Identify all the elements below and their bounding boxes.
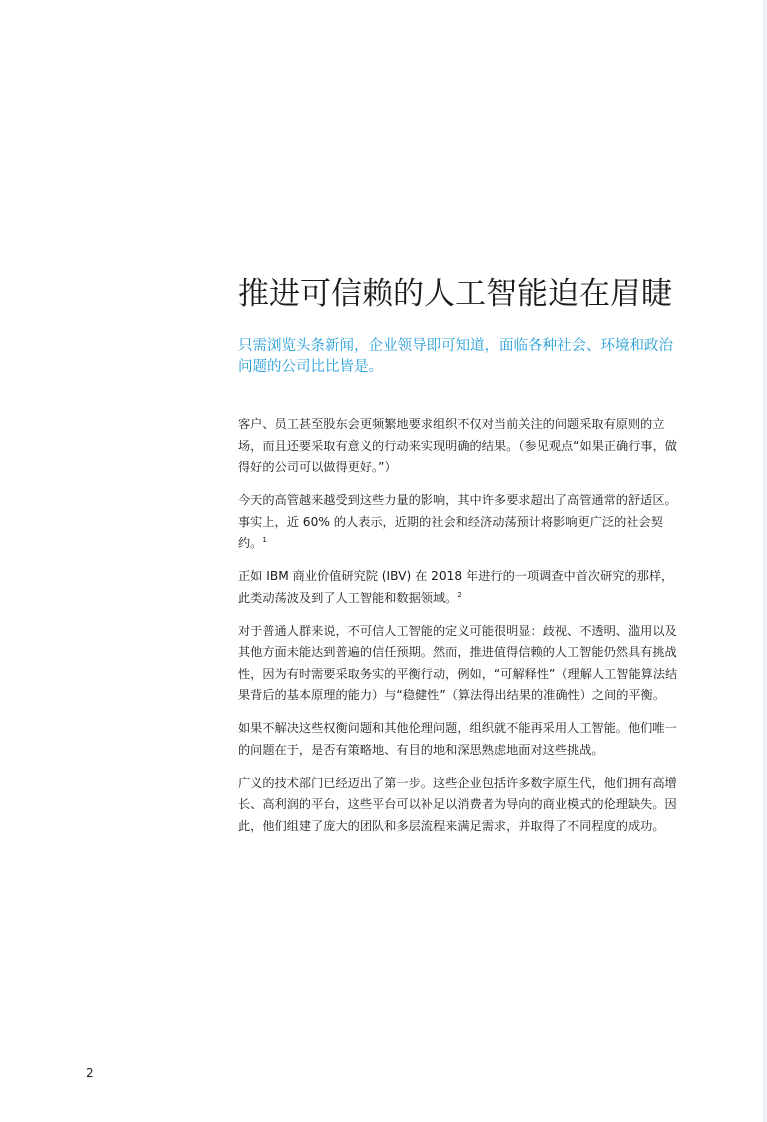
footnote-ref-2[interactable]: 2	[457, 590, 462, 599]
paragraph-3	[238, 566, 678, 609]
paragraph-2-text: 今天的高管越来越受到这些力量的影响，其中许多要求超出了高管通常的舒适区。事实上，近 60% 的人表示，近期的社会和经济动荡预计将影响更广泛的社会契约。	[238, 493, 677, 550]
paragraph-3-text: 正如 IBM 商业价值研究院 (IBV) 在 2018 年进行的一项调查中首次研究的那样，此类动荡波及到了人工智能和数据领域。	[238, 569, 674, 605]
page-title: 推进可信赖的人工智能迫在眉睫	[238, 276, 672, 312]
paragraph-4	[238, 621, 678, 707]
page-subtitle: 只需浏览头条新闻，企业领导即可知道，面临各种社会、环境和政治问题的公司比比皆是。	[238, 338, 673, 375]
paragraph-4-text: 对于普通人群来说，不可信人工智能的定义可能很明显：歧视、不透明、滥用以及其他方面未能达到普遍的信任预期。然而，推进值得信赖的人工智能仍然具有挑战性，因为有时需要采取务实的平衡行动，例如，“可解释性”（理解人工智能算法结果背后的基本原理的能力）与“稳健性”（算法得出结果的准确性）之间的平衡。	[238, 623, 678, 702]
paragraph-5-text: 如果不解决这些权衡问题和其他伦理问题，组织就不能再采用人工智能。他们唯一的问题在于，是否有策略地、有目的地和深思熟虑地面对这些挑战。	[238, 721, 677, 757]
paragraph-1-text: 客户、员工甚至股东会更频繁地要求组织不仅对当前关注的问题采取有原则的立场，而且还要采取有意义的行动来实现明确的结果。（参见观点“如果正确行事，做得好的公司可以做得更好。”）	[238, 417, 677, 474]
paragraph-5	[238, 718, 678, 761]
footnote-ref-1[interactable]: 1	[262, 535, 267, 544]
page-number: 2	[86, 1066, 94, 1080]
page-edge-strip	[763, 0, 767, 1122]
paragraph-6-text: 广义的技术部门已经迈出了第一步。这些企业包括许多数字原生代，他们拥有高增长、高利润的平台，这些平台可以补足以消费者为导向的商业模式的伦理缺失。因此，他们组建了庞大的团队和多层流程来满足需求，并取得了不同程度的成功。	[238, 775, 677, 833]
paragraph-1	[238, 414, 678, 479]
article-body	[238, 414, 678, 849]
paragraph-6	[238, 773, 678, 838]
paragraph-2	[238, 490, 678, 555]
